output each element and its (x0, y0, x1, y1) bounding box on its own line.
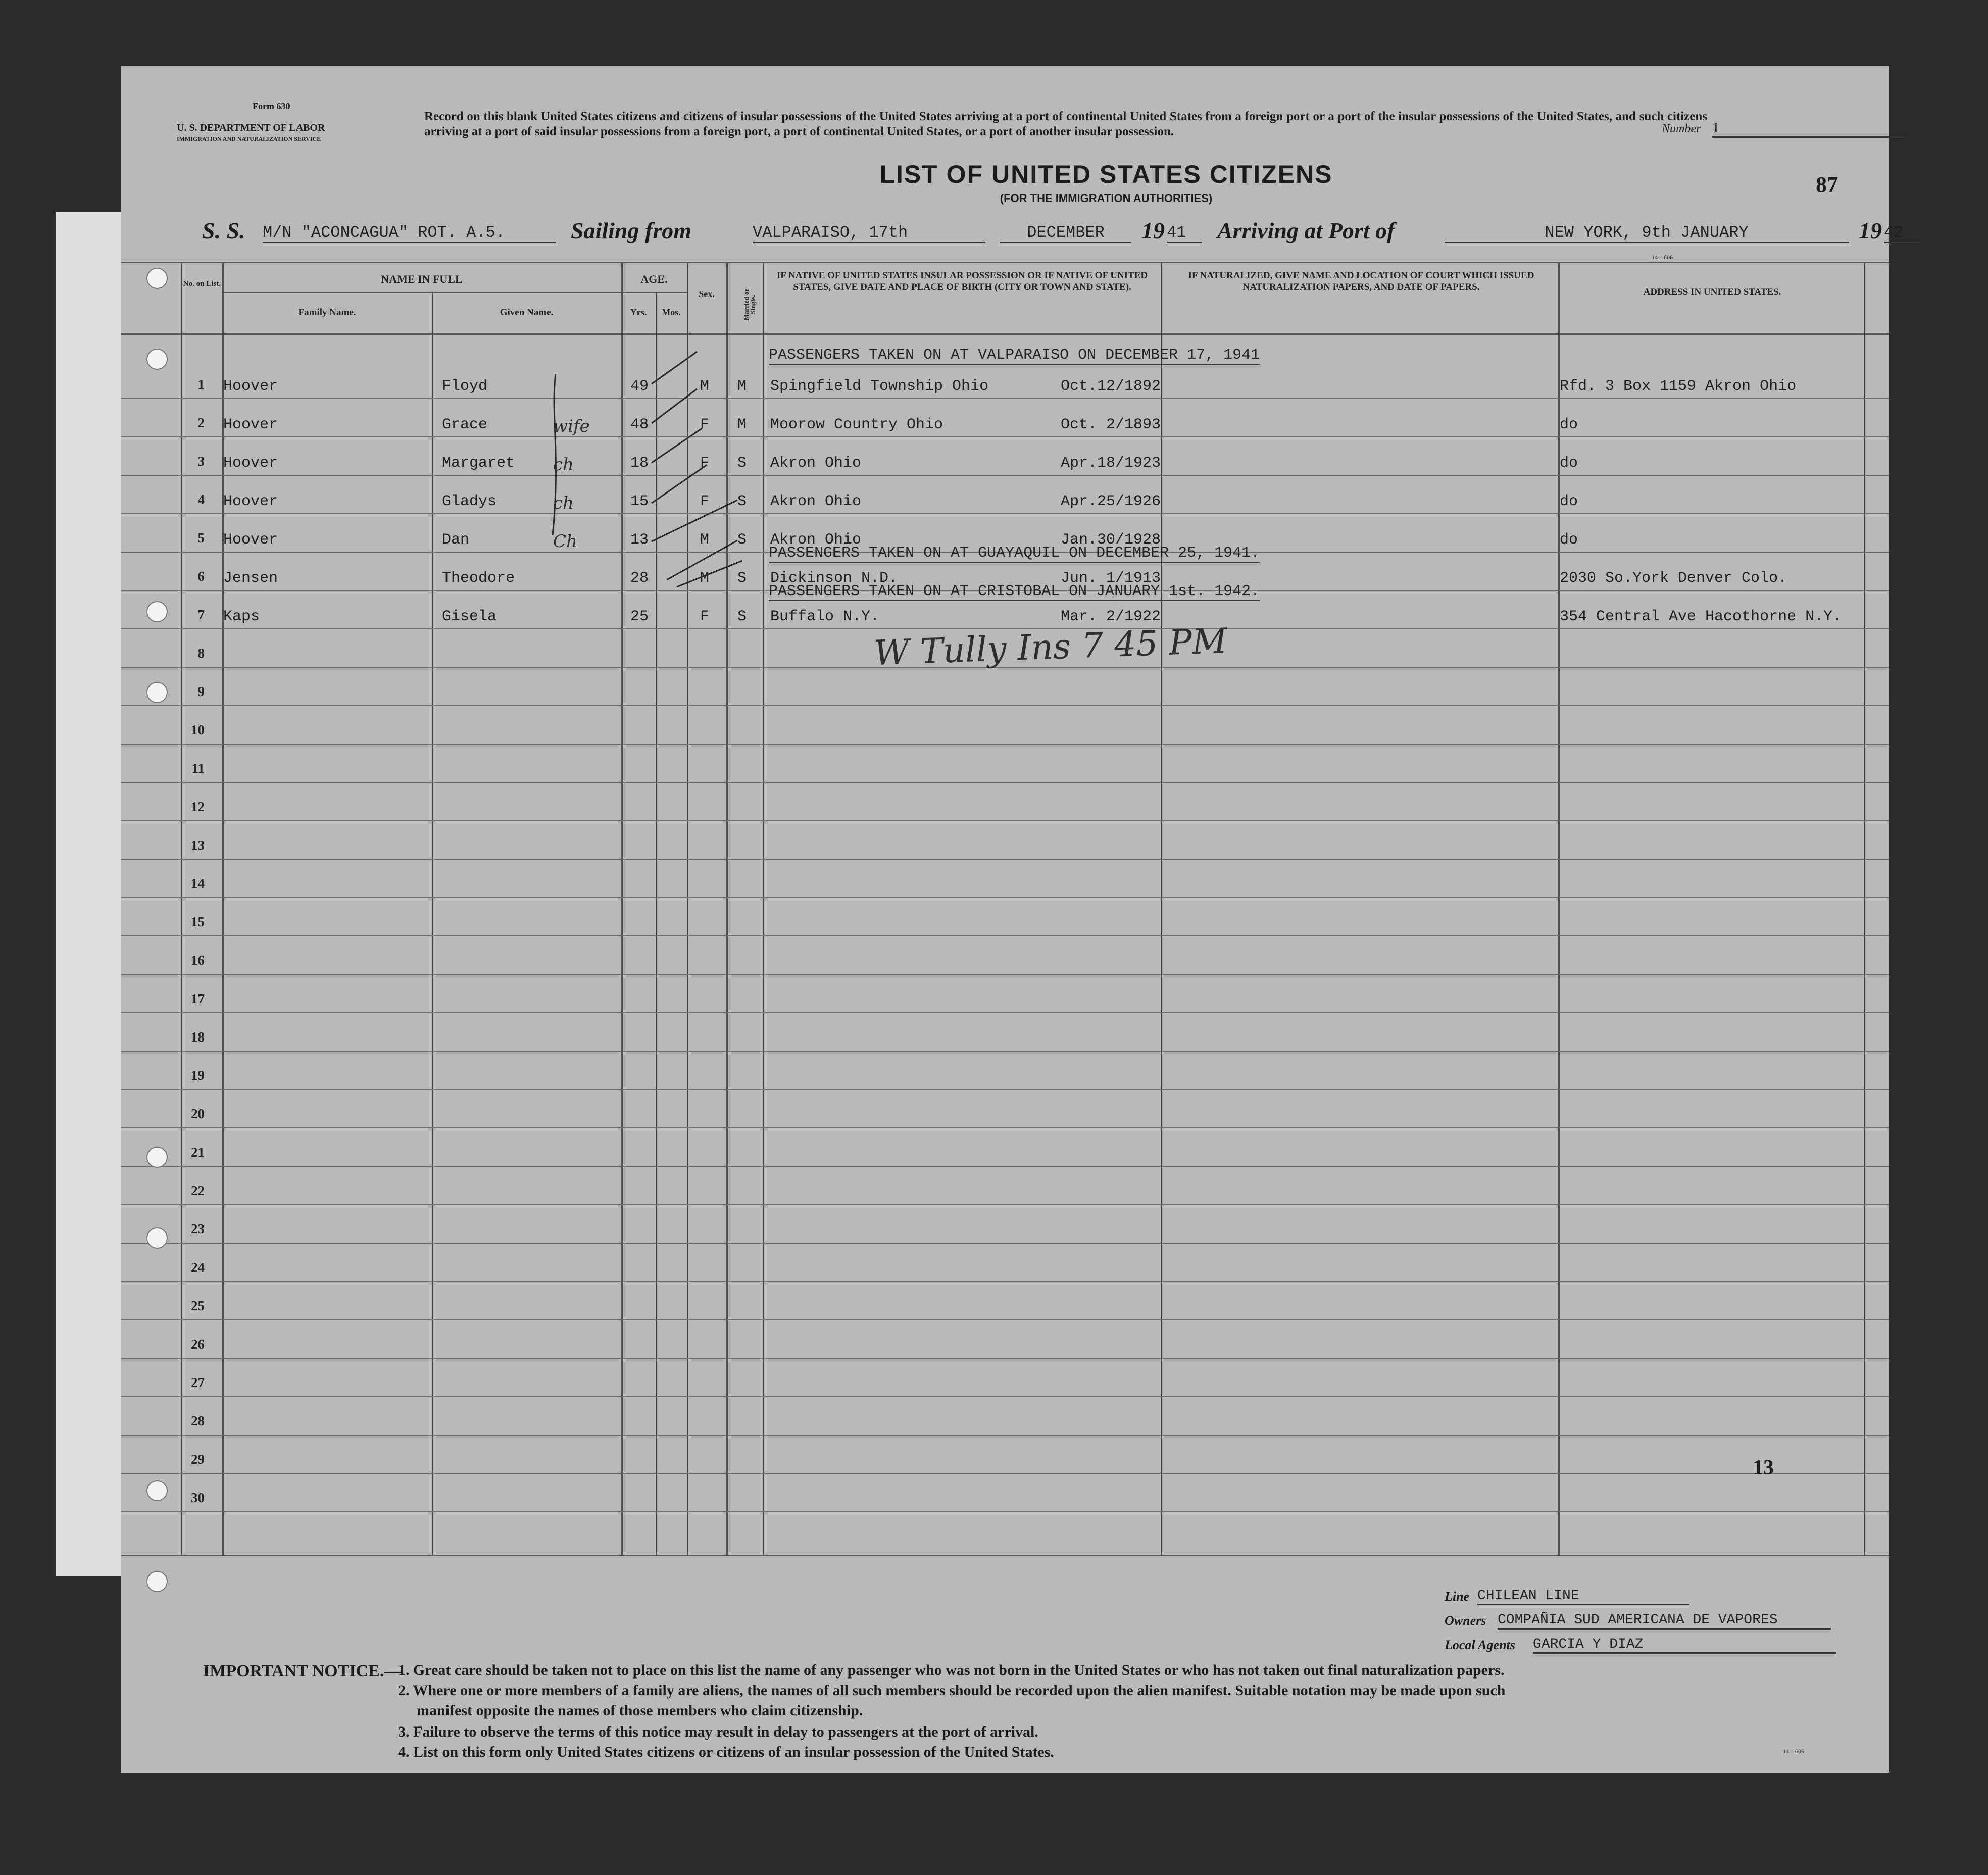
sex-cell: F (700, 608, 710, 625)
punch-hole (146, 268, 168, 289)
header-yrs: Yrs. (630, 307, 647, 317)
row-rule (121, 1473, 1889, 1474)
name-header-rule (222, 292, 621, 293)
family-name-cell: Hoover (223, 493, 278, 510)
marital-status-cell: S (737, 531, 747, 549)
col-age-divider (621, 263, 623, 1556)
row-rule (121, 1435, 1889, 1436)
arriving-year: 42 (1884, 223, 1919, 243)
given-name-cell: Gisela (442, 608, 497, 625)
header-no: No. on List. (183, 280, 221, 288)
punch-hole (146, 1227, 168, 1249)
row-number: 6 (197, 569, 205, 584)
row-number: 13 (191, 837, 205, 853)
sex-cell: M (700, 570, 710, 587)
row-rule (121, 1243, 1889, 1244)
address-cell: do (1560, 531, 1578, 549)
birthplace-cell: Moorow Country Ohio (770, 416, 943, 433)
row-number: 22 (191, 1183, 205, 1198)
row-rule (121, 513, 1889, 514)
age-years-cell: 15 (630, 493, 649, 510)
header-mos: Mos. (662, 307, 681, 317)
page-subtitle: (FOR THE IMMIGRATION AUTHORITIES) (1000, 192, 1213, 205)
sailing-port: VALPARAISO, 17th (753, 223, 985, 243)
age-years-cell: 13 (630, 531, 649, 549)
age-header-rule (621, 292, 687, 293)
page-number: 87 (1816, 172, 1838, 197)
page-title: LIST OF UNITED STATES CITIZENS (879, 160, 1333, 188)
header-naturalized: IF NATURALIZED, GIVE NAME AND LOCATION OF COURT WHICH ISSUED NATURALIZATION PAPERS, AND DATE OF PAPERS. (1188, 270, 1534, 292)
section-note-guayaquil: PASSENGERS TAKEN ON AT GUAYAQUIL ON DECEMBER 25, 1941. (769, 545, 1260, 562)
family-name-cell: Hoover (223, 378, 278, 395)
birthplace-cell: Spingfield Township Ohio (770, 378, 989, 395)
manifest-sheet (121, 66, 1904, 1773)
number-label: Number (1662, 122, 1701, 135)
punch-hole (146, 349, 168, 370)
row-rule (121, 782, 1889, 783)
arriving-port: NEW YORK, 9th JANUARY (1445, 223, 1849, 243)
row-number: 14 (191, 876, 205, 891)
row-rule (121, 820, 1889, 821)
row-rule (121, 897, 1889, 898)
given-name-cell: Grace (442, 416, 488, 433)
address-cell: do (1560, 455, 1578, 472)
header-given-name: Given Name. (500, 307, 554, 318)
header-married (727, 278, 762, 328)
row-rule (121, 436, 1889, 437)
family-name-cell: Hoover (223, 531, 278, 549)
row-rule (121, 1166, 1889, 1167)
sex-cell: F (700, 493, 710, 510)
row-rule (121, 1204, 1889, 1205)
row-number: 5 (197, 530, 205, 546)
row-rule (121, 1358, 1889, 1359)
line-value: CHILEAN LINE (1477, 1588, 1689, 1605)
punch-hole (146, 682, 168, 703)
service-label: IMMIGRATION AND NATURALIZATION SERVICE (177, 135, 321, 142)
birthplace-cell: Akron Ohio (770, 455, 862, 472)
punch-hole (146, 1147, 168, 1168)
sailing-month: DECEMBER (1000, 223, 1131, 243)
relation-note-cell: Ch (553, 531, 577, 552)
row-rule (121, 1396, 1889, 1397)
birthdate-cell: Jan.30/1928 (1061, 531, 1161, 549)
department-label: U. S. DEPARTMENT OF LABOR (177, 122, 325, 133)
col-end-divider (1864, 263, 1865, 1556)
birthdate-cell: Jun. 1/1913 (1061, 570, 1161, 587)
row-rule (121, 705, 1889, 706)
header-address: ADDRESS IN UNITED STATES. (1643, 287, 1781, 298)
arriving-year-prefix: 19 (1859, 218, 1882, 243)
row-number: 25 (191, 1298, 205, 1313)
row-number: 18 (191, 1029, 205, 1045)
row-number: 16 (191, 953, 205, 968)
sex-cell: M (700, 378, 710, 395)
notice-item-2: 2. Where one or more members of a family are aliens, the names of all such members should be recorded upon the alien manifest. Suitable notation may be made upon such (398, 1682, 1506, 1699)
underlying-page (56, 212, 126, 1576)
marital-status-cell: S (737, 570, 747, 587)
stamp-number: 13 (1753, 1456, 1774, 1479)
birthdate-cell: Oct.12/1892 (1061, 378, 1161, 395)
number-value: 1 (1712, 120, 1904, 138)
given-name-cell: Dan (442, 531, 470, 549)
birthplace-cell: Buffalo N.Y. (770, 608, 880, 625)
sex-cell: M (700, 531, 710, 549)
row-number: 9 (197, 684, 205, 699)
address-cell: 2030 So.York Denver Colo. (1560, 570, 1787, 587)
bracket-mark (545, 374, 566, 535)
relation-note-cell: wife (553, 416, 590, 436)
row-number: 17 (191, 991, 205, 1006)
age-years-cell: 28 (630, 570, 649, 587)
marital-status-cell: M (737, 416, 747, 433)
family-name-cell: Jensen (223, 570, 278, 587)
footer-code-top: 14—606 (1652, 254, 1673, 261)
section-note-valparaiso: PASSENGERS TAKEN ON AT VALPARAISO ON DECEMBER 17, 1941 (769, 347, 1260, 364)
notice-title: IMPORTANT NOTICE.— (203, 1662, 402, 1681)
row-number: 8 (197, 646, 205, 661)
given-name-cell: Theodore (442, 570, 515, 587)
row-number: 19 (191, 1068, 205, 1083)
given-name-cell: Gladys (442, 493, 497, 510)
family-name-cell: Hoover (223, 455, 278, 472)
sailing-year: 41 (1167, 223, 1202, 243)
header-sex: Sex. (699, 289, 715, 299)
birthplace-cell: Dickinson N.D. (770, 570, 898, 587)
age-years-cell: 48 (630, 416, 649, 433)
given-name-cell: Margaret (442, 455, 515, 472)
ss-label: S. S. (202, 218, 245, 243)
age-years-cell: 25 (630, 608, 649, 625)
row-number: 11 (191, 761, 205, 776)
birthdate-cell: Apr.18/1923 (1061, 455, 1161, 472)
line-label: Line (1445, 1589, 1470, 1604)
row-rule (121, 859, 1889, 860)
marital-status-cell: M (737, 378, 747, 395)
row-number: 23 (191, 1221, 205, 1237)
row-number: 3 (197, 454, 205, 469)
header-married-text: Married or Single. (742, 288, 757, 321)
age-years-cell: 49 (630, 378, 649, 395)
notice-item-4: 4. List on this form only United States citizens or citizens of an insular possession of the United States. (398, 1744, 1054, 1760)
header-name-in-full: NAME IN FULL (381, 273, 463, 285)
birthplace-cell: Akron Ohio (770, 493, 862, 510)
punch-hole (146, 601, 168, 622)
row-number: 15 (191, 914, 205, 929)
row-number: 26 (191, 1337, 205, 1352)
sex-cell: F (700, 416, 710, 433)
row-number: 24 (191, 1260, 205, 1275)
marital-status-cell: S (737, 493, 747, 510)
birthdate-cell: Mar. 2/1922 (1061, 608, 1161, 625)
row-number: 30 (191, 1490, 205, 1505)
notice-item-3: 3. Failure to observe the terms of this notice may result in delay to passengers at the port of arrival. (398, 1723, 1038, 1740)
col-naturalized-divider (1161, 263, 1162, 1556)
birthdate-cell: Apr.25/1926 (1061, 493, 1161, 510)
row-rule (121, 974, 1889, 975)
check-marks (647, 349, 742, 591)
notice-item-2-cont: manifest opposite the names of those members who claim citizenship. (417, 1702, 863, 1719)
birthplace-cell: Akron Ohio (770, 531, 862, 549)
header-bottom-rule (121, 333, 1889, 335)
row-number: 7 (197, 607, 205, 622)
given-name-cell: Floyd (442, 378, 488, 395)
sailing-label: Sailing from (571, 218, 692, 243)
agents-label: Local Agents (1445, 1638, 1515, 1652)
row-number: 28 (191, 1413, 205, 1428)
agents-value: GARCIA Y DIAZ (1533, 1637, 1836, 1654)
row-rule (121, 475, 1889, 476)
punch-hole (146, 1571, 168, 1592)
row-rule (121, 1089, 1889, 1090)
birthdate-cell: Oct. 2/1893 (1061, 416, 1161, 433)
relation-note-cell: ch (553, 493, 574, 513)
address-cell: Rfd. 3 Box 1159 Akron Ohio (1560, 378, 1797, 395)
row-rule (121, 1127, 1889, 1128)
arriving-label: Arriving at Port of (1217, 218, 1395, 243)
row-rule (121, 1012, 1889, 1013)
row-number: 20 (191, 1106, 205, 1121)
col-native-divider (763, 263, 764, 1556)
table-bottom-rule (121, 1555, 1889, 1556)
address-cell: 354 Central Ave Hacothorne N.Y. (1560, 608, 1842, 625)
row-rule (121, 1051, 1889, 1052)
address-cell: do (1560, 416, 1578, 433)
row-number: 21 (191, 1145, 205, 1160)
marital-status-cell: S (737, 608, 747, 625)
form-instruction: Record on this blank United States citizens and citizens of insular possessions of the United States arriving at a port of continental United States from a foreign port or a port of the insular possessions of the United States, and such citizens arriving at a port of said insular possessions from a foreign port, a port of continental United States, or a port of another insular possession. (424, 110, 1707, 138)
row-rule (121, 744, 1889, 745)
section-note-cristobal: PASSENGERS TAKEN ON AT CRISTOBAL ON JANUARY 1st. 1942. (769, 583, 1260, 600)
table-top-rule (121, 262, 1889, 263)
row-number: 10 (191, 722, 205, 737)
relation-note-cell: ch (553, 455, 574, 475)
family-name-cell: Kaps (223, 608, 260, 625)
row-number: 1 (197, 377, 205, 392)
owners-value: COMPAÑIA SUD AMERICANA DE VAPORES (1498, 1612, 1831, 1630)
header-age: AGE. (640, 273, 668, 285)
form-number: Form 630 (253, 101, 290, 111)
row-number: 27 (191, 1375, 205, 1390)
owners-label: Owners (1445, 1613, 1486, 1628)
sex-cell: F (700, 455, 710, 472)
header-family-name: Family Name. (298, 307, 356, 318)
row-rule (121, 398, 1889, 399)
row-rule (121, 935, 1889, 936)
row-number: 2 (197, 415, 205, 430)
footer-code: 14—606 (1783, 1748, 1804, 1755)
notice-item-1: 1. Great care should be taken not to place on this list the name of any passenger who was not born in the United States or who has not taken out final naturalization papers. (398, 1662, 1505, 1679)
header-native: IF NATIVE OF UNITED STATES INSULAR POSSESSION OR IF NATIVE OF UNITED STATES, GIVE DATE AND PLACE OF BIRTH (CITY OR TOWN AND STATE). (776, 270, 1148, 292)
punch-hole (146, 1480, 168, 1501)
col-given-divider (432, 293, 433, 1556)
sailing-year-prefix: 19 (1141, 218, 1165, 243)
row-rule (121, 1511, 1889, 1512)
row-number: 29 (191, 1452, 205, 1467)
marital-status-cell: S (737, 455, 747, 472)
handwritten-inspector-note: W Tully Ins 7 45 PM (873, 621, 1228, 674)
address-cell: do (1560, 493, 1578, 510)
row-rule (121, 1281, 1889, 1282)
family-name-cell: Hoover (223, 416, 278, 433)
ship-name: M/N "ACONCAGUA" ROT. A.5. (263, 223, 556, 243)
row-number: 12 (191, 799, 205, 814)
age-years-cell: 18 (630, 455, 649, 472)
row-rule (121, 1319, 1889, 1320)
row-number: 4 (197, 492, 205, 507)
